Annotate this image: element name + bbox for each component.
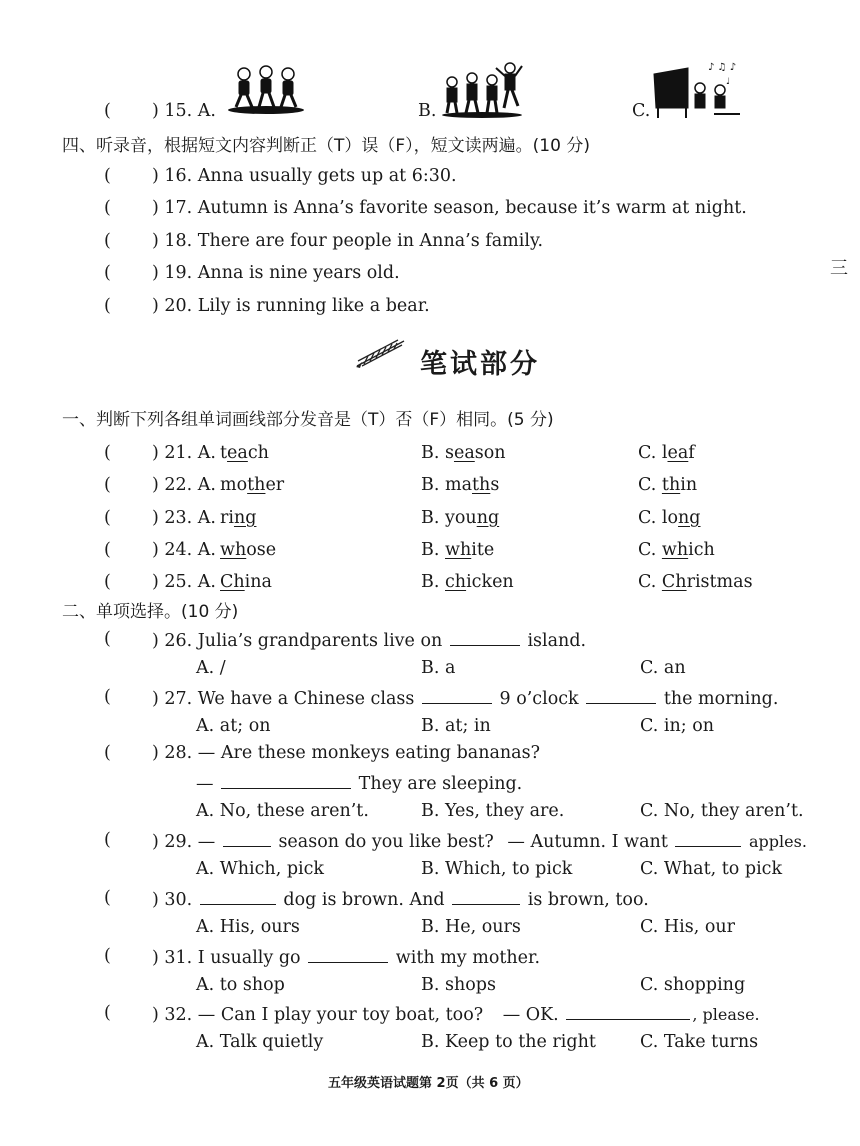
question-number: ) 25. A. <box>152 572 216 592</box>
option-c: C. an <box>640 658 686 678</box>
question-20: ) 20. Lily is running like a bear. <box>152 296 430 316</box>
option-b: B. at; in <box>421 716 491 736</box>
word-c: C. thin <box>638 475 698 495</box>
option-c: C. shopping <box>640 975 746 995</box>
children-dancing-image <box>438 60 524 120</box>
option-a: A. No, these aren’t. <box>196 801 369 821</box>
answer-blank[interactable] <box>566 1003 690 1020</box>
option-a: A. at; on <box>196 716 271 736</box>
question-number: ) 22. A. <box>152 475 216 495</box>
option-b: B. He, ours <box>421 917 521 937</box>
side-mark: 三 <box>830 258 848 279</box>
word-a: whose <box>220 540 277 560</box>
question-number: ) 23. A. <box>152 508 216 528</box>
option-b: B. Yes, they are. <box>421 801 565 821</box>
question-15-label: ) 15. A. <box>152 101 216 121</box>
answer-paren: ( <box>104 263 111 283</box>
answer-paren: ( <box>104 687 111 707</box>
option-a: A. Which, pick <box>196 859 325 879</box>
svg-text:♩: ♩ <box>726 77 731 87</box>
answer-paren: ( <box>104 1003 111 1023</box>
answer-paren: ( <box>104 198 111 218</box>
pen-icon <box>354 336 408 370</box>
option-c: C. What, to pick <box>640 859 783 879</box>
word-c: C. which <box>638 540 715 560</box>
question-number: ) 24. A. <box>152 540 216 560</box>
answer-paren: ( <box>104 475 111 495</box>
children-running-image <box>226 64 306 116</box>
answer-paren: ( <box>104 540 111 560</box>
section-4-heading: 四、听录音，根据短文内容判断正（T）误（F），短文读两遍。(10 分) <box>62 136 590 156</box>
option-a: A. to shop <box>196 975 285 995</box>
part-1-heading: 一、判断下列各组单词画线部分发音是（T）否（F）相同。(5 分) <box>62 410 554 430</box>
answer-blank[interactable] <box>586 687 656 704</box>
word-b: B. white <box>421 540 495 560</box>
answer-blank[interactable] <box>452 888 520 905</box>
answer-paren: ( <box>104 743 111 763</box>
option-c: C. No, they aren’t. <box>640 801 804 821</box>
answer-blank[interactable] <box>308 946 388 963</box>
word-b: B. season <box>421 443 506 463</box>
option-c: C. His, our <box>640 917 736 937</box>
option-c: C. Take turns <box>640 1032 759 1052</box>
answer-paren: ( <box>104 830 111 850</box>
word-c: C. long <box>638 508 701 528</box>
part-2-heading: 二、单项选择。(10 分) <box>62 602 239 622</box>
question-17: ) 17. Autumn is Anna’s favorite season, because it’s warm at night. <box>152 198 747 218</box>
svg-text:♪ ♫ ♪: ♪ ♫ ♪ <box>708 62 737 73</box>
question-29: ) 29. — season do you like best? — Autumn. I want apples. <box>152 832 807 852</box>
word-b: B. chicken <box>421 572 514 592</box>
word-b: B. maths <box>421 475 500 495</box>
option-c: C. in; on <box>640 716 715 736</box>
written-part-title: 笔试部分 <box>420 349 540 380</box>
option-b-label: B. <box>418 101 437 121</box>
answer-paren: ( <box>104 296 111 316</box>
word-a: ring <box>220 508 257 528</box>
question-28: ) 28. — Are these monkeys eating bananas? <box>152 743 540 763</box>
option-b: B. shops <box>421 975 496 995</box>
word-b: B. young <box>421 508 500 528</box>
answer-paren: ( <box>104 101 111 121</box>
answer-paren: ( <box>104 166 111 186</box>
question-28-response: — They are sleeping. <box>196 774 523 794</box>
question-32: ) 32. — Can I play your toy boat, too? — OK. , please. <box>152 1005 760 1025</box>
answer-paren: ( <box>104 629 111 649</box>
option-a: A. His, ours <box>196 917 300 937</box>
answer-paren: ( <box>104 231 111 251</box>
music-performance-image <box>648 58 742 120</box>
answer-paren: ( <box>104 443 111 463</box>
answer-blank[interactable] <box>422 687 492 704</box>
answer-blank[interactable] <box>223 830 271 847</box>
answer-blank[interactable] <box>675 830 741 847</box>
answer-blank[interactable] <box>450 629 520 646</box>
question-30: ) 30. dog is brown. And is brown, too. <box>152 890 649 910</box>
word-a: teach <box>220 443 269 463</box>
question-19: ) 19. Anna is nine years old. <box>152 263 400 283</box>
page-footer: 五年级英语试题第 2页（共 6 页） <box>328 1076 529 1091</box>
word-c: C. leaf <box>638 443 695 463</box>
answer-paren: ( <box>104 946 111 966</box>
question-31: ) 31. I usually go with my mother. <box>152 948 541 968</box>
answer-blank[interactable] <box>221 772 351 789</box>
option-a: A. / <box>196 658 226 678</box>
option-c-label: C. <box>632 101 651 121</box>
option-a: A. Talk quietly <box>196 1032 324 1052</box>
word-c: C. Christmas <box>638 572 753 592</box>
word-a: China <box>220 572 272 592</box>
word-a: mother <box>220 475 285 495</box>
answer-paren: ( <box>104 888 111 908</box>
question-18: ) 18. There are four people in Anna’s family. <box>152 231 544 251</box>
question-number: ) 21. A. <box>152 443 216 463</box>
question-16: ) 16. Anna usually gets up at 6:30. <box>152 166 457 186</box>
option-b: B. Which, to pick <box>421 859 573 879</box>
answer-blank[interactable] <box>200 888 276 905</box>
option-b: B. Keep to the right <box>421 1032 596 1052</box>
answer-paren: ( <box>104 508 111 528</box>
answer-paren: ( <box>104 572 111 592</box>
question-27: ) 27. We have a Chinese class 9 o’clock the morning. <box>152 689 779 709</box>
question-26: ) 26. Julia’s grandparents live on island. <box>152 631 587 651</box>
option-b: B. a <box>421 658 456 678</box>
